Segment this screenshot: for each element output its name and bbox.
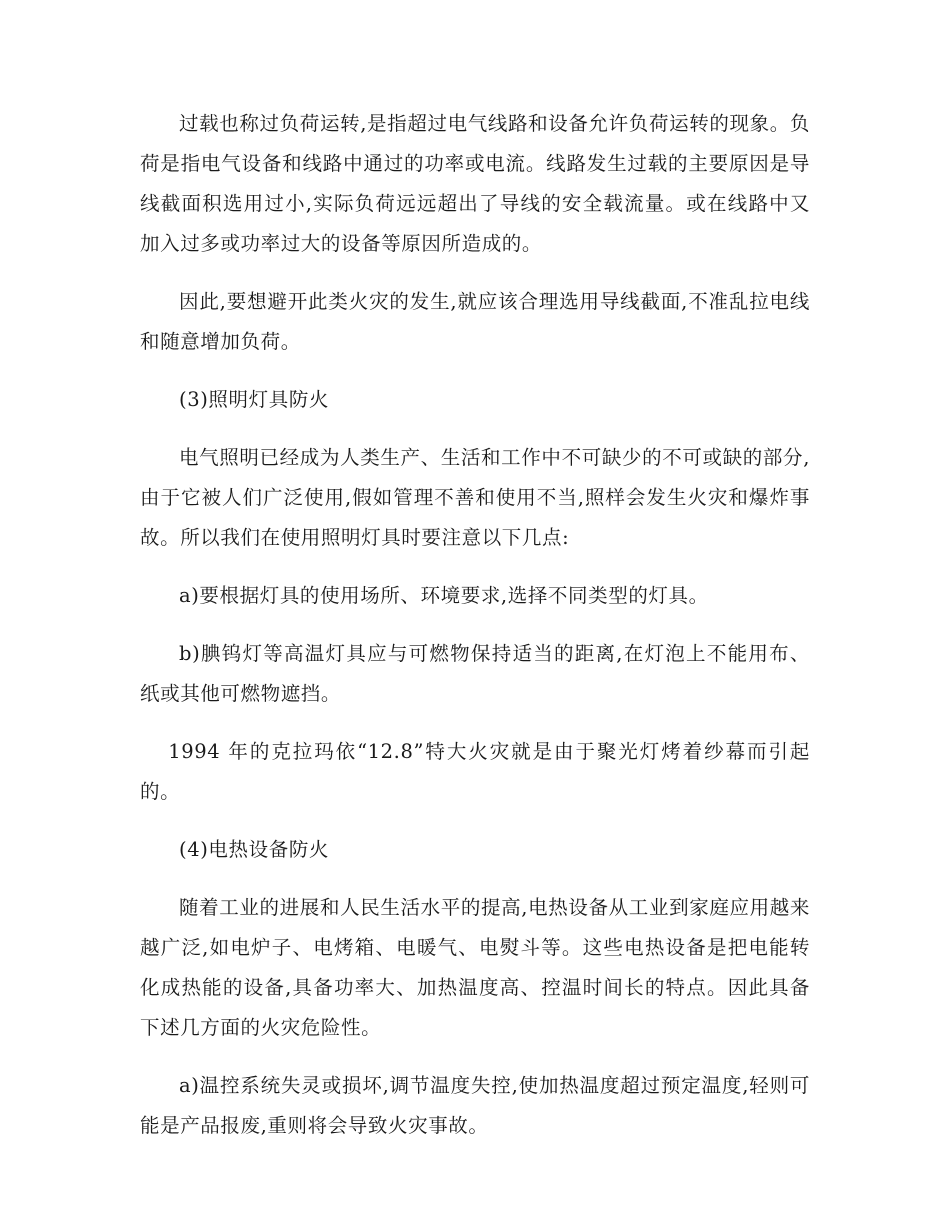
section-heading-lighting: (3)照明灯具防火 (179, 388, 330, 411)
paragraph-overload-definition: 过载也称过负荷运转,是指超过电气线路和设备允许负荷运转的现象。负荷是指电气设备和线路中通过的功率或电流。线路发生过载的主要原因是导线截面积选用过小,实际负荷远远超出了导线的安全载流量。或在线路中又加入过多或功率过大的设备等原因所造成的。 (140, 112, 810, 255)
paragraph-karamay-fire: 1994 年的克拉玛依“12.8”特大火灾就是由于聚光灯烤着纱幕而引起的。 (140, 740, 810, 803)
section-heading-electric-heating: (4)电热设备防火 (179, 838, 330, 861)
list-item-heating-a: a)温控系统失灵或损坏,调节温度失控,使加热温度超过预定温度,轻则可能是产品报废,重则将会导致火灾事故。 (140, 1074, 810, 1137)
list-item-lighting-b: b)腆钨灯等高温灯具应与可燃物保持适当的距离,在灯泡上不能用布、纸或其他可燃物遮挡。 (140, 642, 810, 705)
paragraph-lighting-intro: 电气照明已经成为人类生产、生活和工作中不可缺少的不可或缺的部分,由于它被人们广泛使用,假如管理不善和使用不当,照样会发生火灾和爆炸事故。所以我们在使用照明灯具时要注意以下几点: (140, 446, 810, 549)
document-page (140, 104, 810, 1164)
list-item-lighting-a: a)要根据灯具的使用场所、环境要求,选择不同类型的灯具。 (179, 584, 709, 607)
paragraph-overload-prevention: 因此,要想避开此类火灾的发生,就应该合理选用导线截面,不准乱拉电线和随意增加负荷。 (140, 290, 810, 353)
paragraph-heating-intro: 随着工业的进展和人民生活水平的提高,电热设备从工业到家庭应用越来越广泛,如电炉子、电烤箱、电暖气、电熨斗等。这些电热设备是把电能转化成热能的设备,具备功率大、加热温度高、控温时间长的特点。因此具备下述几方面的火灾危险性。 (140, 896, 810, 1039)
